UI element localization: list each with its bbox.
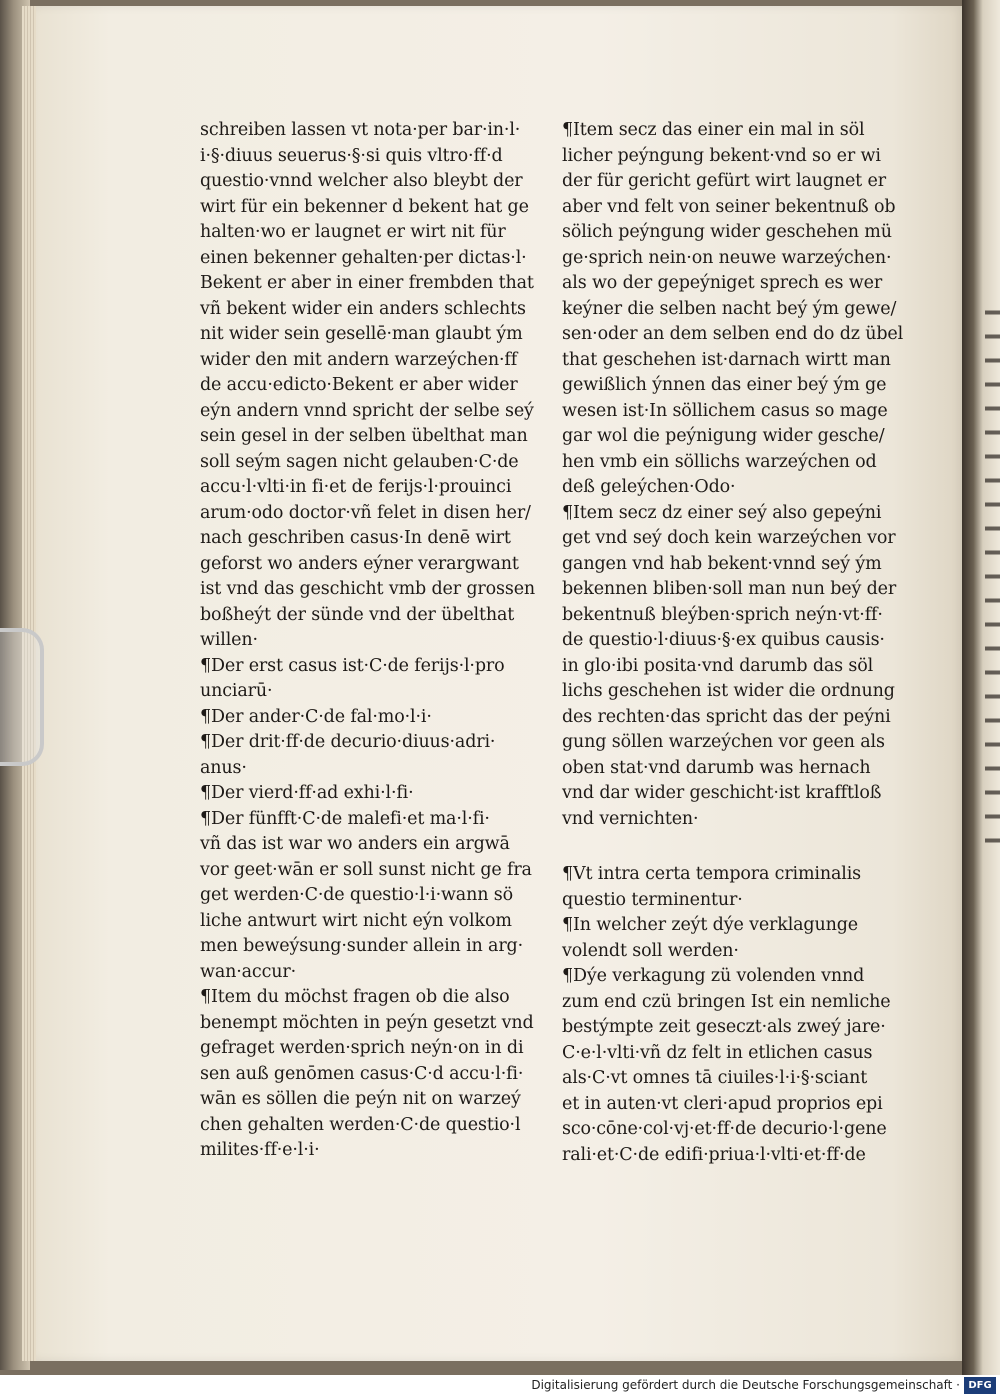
text-line: bekentnuß bleýben·sprich neýn·vt·ff· [562,604,883,625]
text-line: ¶Der ander·C·de fal·mo·l·i· [200,706,432,727]
text-line: vor geet·wān er soll sunst nicht ge fra [200,859,532,880]
right-column-bottom-block [562,862,891,1168]
text-line: volendt soll werden· [562,940,739,961]
facing-page-text-fragment [985,300,1000,860]
text-line: ¶Der fünfft·C·de malefi·et ma·l·fi· [200,808,490,829]
text-line: sen auß genōmen casus·C·d accu·l·fi· [200,1063,524,1084]
text-line: questio terminentur· [562,889,743,910]
text-line: schreiben lassen vt nota·per bar·in·l· [200,120,521,140]
text-line: gangen vnd hab bekent·vnnd seý ým [562,553,882,574]
text-line: sco·cōne·col·vj·et·ff·de decurio·l·gene [562,1119,887,1139]
text-line: deß geleýchen·Odo· [562,477,736,497]
text-line: vñ das ist war wo anders ein argwā [200,834,510,854]
text-line: boßheýt der sünde vnd der übelthat [200,604,515,625]
text-line: arum·odo doctor·vñ felet in disen her/ [200,502,531,523]
text-line: als·C·vt omnes tā ciuiles·l·i·§·sciant [562,1068,868,1088]
text-line: liche antwurt wirt nicht eýn volkom [200,910,512,931]
dfg-logo: DFG [964,1377,996,1394]
text-line: ¶In welcher zeýt dýe verklagunge [562,915,858,935]
text-line: that geschehen ist·darnach wirtt man [562,349,891,370]
text-line: licher peýngung bekent·vnd so er wi [562,145,881,166]
text-line: men beweýsung·sunder allein in arg· [200,936,524,956]
text-line: soll seým sagen nicht gelauben·C·de [200,451,519,472]
text-line: wesen ist·In söllichem casus so mage [562,400,888,421]
text-line: ¶Dýe verkagung zü volenden vnnd [562,966,865,986]
right-text-column [562,118,904,1168]
text-line: wān es söllen die peýn nit on warzeý [200,1089,521,1109]
text-line: eýn andern vnnd spricht der selbe seý [200,400,534,421]
text-line: ¶Der drit·ff·de decurio·diuus·adri· [200,732,496,752]
text-line: ¶Der vierd·ff·ad exhi·l·fi· [200,783,414,803]
text-line: ¶Vt intra certa tempora criminalis [562,864,861,884]
text-line: chen gehalten werden·C·de questio·l [200,1114,521,1135]
text-line: wan·accur· [200,961,296,982]
text-line: wirt für ein bekenner d bekent hat ge [200,196,529,217]
text-line: gung söllen warzeýchen vor geen als [562,732,885,752]
text-line: keýner die selben nacht beý ým gewe/ [562,298,897,319]
text-line: bestýmpte zeit geseczt·als zweý jare· [562,1017,886,1037]
text-line: milites·ff·e·l·i· [200,1140,320,1160]
text-line: willen· [200,630,258,650]
text-line: der für gericht gefürt wirt laugnet er [562,171,886,191]
text-line: de questio·l·diuus·§·ex quibus causis· [562,630,885,650]
text-line: ¶Der erst casus ist·C·de ferijs·l·pro [200,655,505,676]
text-line: zum end czü bringen Ist ein nemliche [562,991,891,1012]
text-line: nach geschriben casus·In denē wirt [200,528,511,548]
text-line: questio·vnnd welcher also bleybt der [200,171,523,191]
text-line: aber vnd felt von seiner bekentnuß ob [562,196,896,217]
text-line: de accu·edicto·Bekent er aber wider [200,375,518,395]
text-line: des rechten·das spricht das der peýni [562,706,891,727]
text-line: einen bekenner gehalten·per dictas·l· [200,247,527,268]
text-line: sölich peýngung wider geschehen mü [562,222,892,242]
text-line: et in auten·vt cleri·apud proprios epi [562,1093,883,1114]
text-line: oben stat·vnd darumb was hernach [562,757,871,778]
text-line: gar wol die peýnigung wider gesche/ [562,426,885,446]
text-line: halten·wo er laugnet er wirt nit für [200,222,506,242]
text-line: accu·l·vlti·in fi·et de ferijs·l·prouinci [200,477,512,497]
text-line: rali·et·C·de edifi·priua·l·vlti·et·ff·de [562,1144,866,1165]
text-line: vñ bekent wider ein anders schlechts [200,298,526,319]
paragraph-gap [562,832,882,862]
digitization-footer [0,1375,1000,1397]
text-line: sein gesel in der selben übelthat man [200,426,528,446]
text-line: ¶Item du möchst fragen ob die also [200,987,510,1007]
text-line: in glo·ibi posita·vnd darumb das söl [562,655,874,676]
text-line: get vnd seý doch kein warzeýchen vor [562,528,896,548]
text-line: ist vnd das geschicht vmb der grossen [200,579,536,599]
text-line: sen·oder an dem selben end do dz übel [562,324,904,344]
text-line: bekennen bliben·soll man nun beý der [562,579,897,599]
text-line: i·§·diuus seuerus·§·si quis vltro·ff·d [200,145,503,166]
text-line: hen vmb ein söllichs warzeýchen od [562,451,877,472]
text-line: ge·sprich nein·on neuwe warzeýchen· [562,247,892,268]
text-line: nit wider sein gesellē·man glaubt ým [200,324,523,344]
text-line: unciarū· [200,681,273,701]
text-line: get werden·C·de questio·l·i·wann sö [200,885,513,905]
text-line: anus· [200,757,247,778]
text-line: ¶Item secz das einer ein mal in söl [562,120,865,140]
text-line: vnd dar wider geschicht·ist krafftloß [562,783,882,803]
text-line: geforst wo anders eýner verargwant [200,553,519,574]
funding-credit: Digitalisierung gefördert durch die Deutsche Forschungsgemeinschaft · [531,1378,960,1392]
text-line: Bekent er aber in einer frembden that [200,273,534,293]
text-line: ¶Item secz dz einer seý also gepeýni [562,502,882,523]
page-clip [0,628,44,766]
text-line: benempt möchten in peýn gesetzt vnd [200,1012,534,1033]
text-line: gewißlich ýnnen das einer beý ým ge [562,375,887,395]
text-line: lichs geschehen ist wider die ordnung [562,681,895,701]
left-text-column [200,118,536,1164]
text-line: C·e·l·vlti·vñ dz felt in etlichen casus [562,1042,873,1063]
text-line: vnd vernichten· [562,808,699,829]
text-line: als wo der gepeýniget sprech es wer [562,273,883,293]
right-column-top-block [562,118,904,832]
text-line: gefraget werden·sprich neýn·on in di [200,1038,524,1058]
text-line: wider den mit andern warzeýchen·ff [200,349,518,370]
